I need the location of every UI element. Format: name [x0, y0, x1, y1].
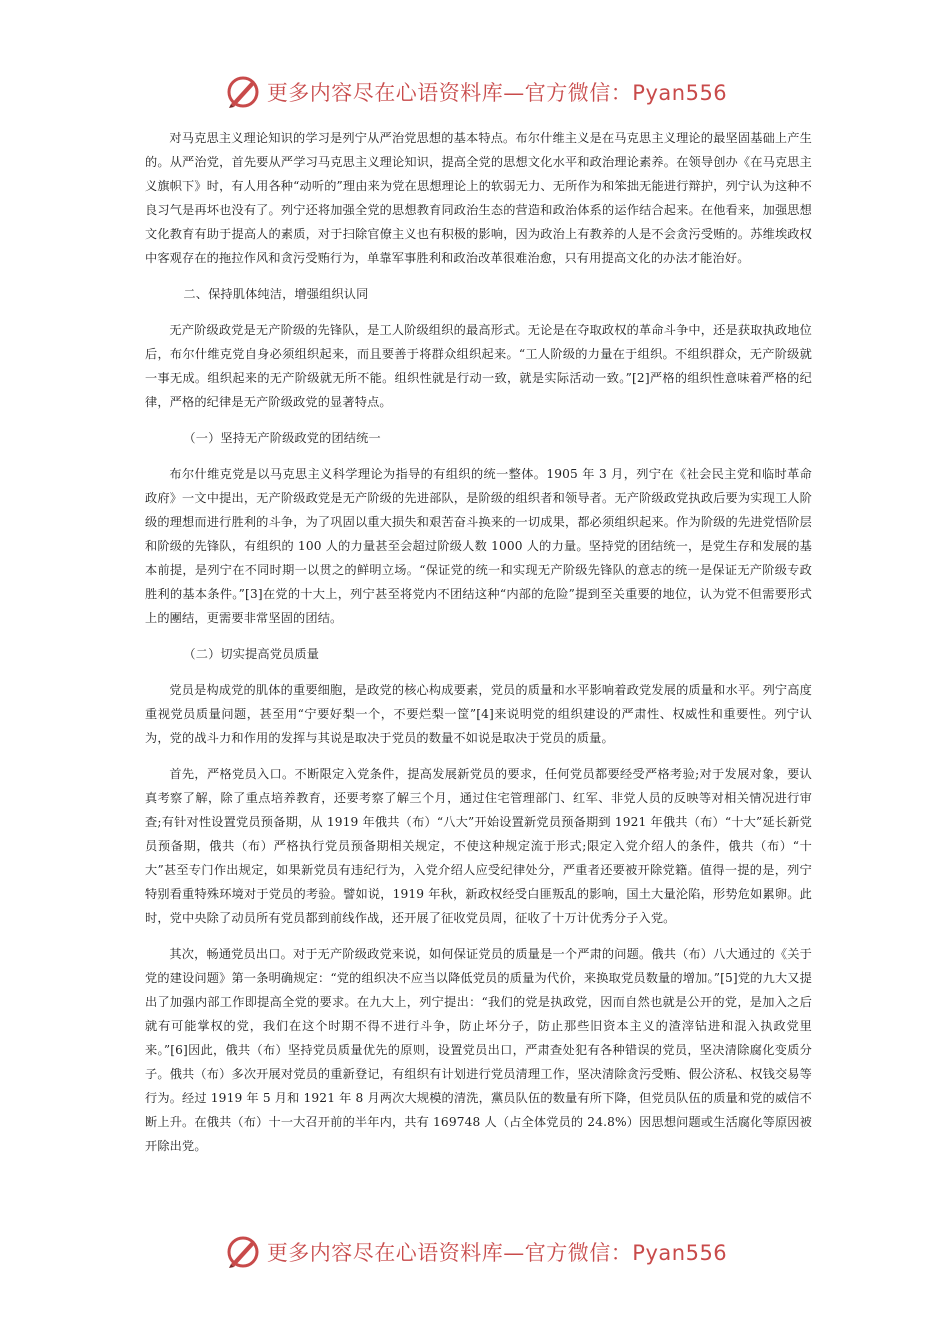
paragraph: 党员是构成党的肌体的重要细胞，是政党的核心构成要素，党员的质量和水平影响着政党发展的质量和水平。列宁高度重视党员质量问题，甚至用“宁要好梨一个，不要烂梨一筐”[4]来说明党的组织建设的严肃性、权威性和重要性。列宁认为，党的战斗力和作用的发挥与其说是取决于党员的数量不如说是取决于党员的质量。	[145, 683, 812, 745]
banner-text: 更多内容尽在心语资料库—官方微信：Pyan556	[266, 1241, 728, 1265]
footer-banner	[0, 1230, 950, 1274]
pen-circle-logo-icon	[223, 1232, 263, 1272]
banner-text: 更多内容尽在心语资料库—官方微信：Pyan556	[266, 81, 728, 105]
paragraph: 无产阶级政党是无产阶级的先锋队，是工人阶级组织的最高形式。无论是在夺取政权的革命斗争中，还是获取执政地位后，布尔什维克党自身必须组织起来，而且要善于将群众组织起来。“工人阶级的力量在于组织。不组织群众，无产阶级就一事无成。组织起来的无产阶级就无所不能。组织性就是行动一致，就是实际活动一致。”[2]严格的组织性意味着严格的纪律，严格的纪律是无产阶级政党的显著特点。	[145, 323, 812, 409]
subsection-heading: （一）坚持无产阶级政党的团结统一	[183, 431, 381, 445]
paragraph: 布尔什维克党是以马克思主义科学理论为指导的有组织的统一整体。1905 年 3 月，列宁在《社会民主党和临时革命政府》一文中提出，无产阶级政党是无产阶级的先进部队，是阶级的组织者和领导者。无产阶级政党执政后要为实现工人阶级的理想而进行胜利的斗争，为了巩固以重大损失和艰苦奋斗换来的一切成果，都必须组织起来。作为阶级的先进党悟阶层和阶级的先锋队，有组织的 100 人的力量甚至会超过阶级人数 1000 人的力量。坚持党的团结统一，是党生存和发展的基本前提，是列宁在不同时期一以贯之的鲜明立场。“保证党的统一和实现无产阶级先锋队的意志的统一是保证无产阶级专政胜利的基本条件。”[3]在党的十大上，列宁甚至将党内不团结这种“内部的危险”提到至关重要的地位，认为党不但需要形式上的團结，更需要非常坚固的团结。	[145, 467, 812, 625]
pen-circle-logo-icon	[223, 72, 263, 112]
document-body	[145, 126, 812, 1170]
section-heading: 二、保持肌体纯洁，增强组织认同	[183, 287, 369, 301]
header-banner	[0, 70, 950, 114]
paragraph: 其次，畅通党员出口。对于无产阶级政党来说，如何保证党员的质量是一个严肃的问题。俄共（布）八大通过的《关于党的建设问题》第一条明确规定：“党的组织决不应当以降低党员的质量为代价，来换取党员数量的增加。”[5]党的九大又提出了加强内部工作即提高全党的要求。在九大上，列宁提出：“我们的党是执政党，因而自然也就是公开的党，是加入之后就有可能掌权的党，我们在这个时期不得不进行斗争，防止坏分子，防止那些旧资本主义的渣滓钻进和混入执政党里来。”[6]因此，俄共（布）坚持党员质量优先的原则，设置党员出口，严肃查处犯有各种错误的党员，坚决清除腐化变质分子。俄共（布）多次开展对党员的重新登记，有组织有计划进行党员清理工作，坚决清除贪污受贿、假公济私、权钱交易等行为。经过 1919 年 5 月和 1921 年 8 月两次大规模的清洗，黨员队伍的数量有所下降，但党员队伍的质量和党的威信不断上升。在俄共（布）十一大召开前的半年内，共有 169748 人（占全体党员的 24.8%）因思想问题或生活腐化等原因被开除出党。	[145, 947, 812, 1153]
paragraph: 对马克思主义理论知识的学习是列宁从严治党思想的基本特点。布尔什维主义是在马克思主义理论的最坚固基础上产生的。从严治党，首先要从严学习马克思主义理论知识，提高全党的思想文化水平和政治理论素养。在领导创办《在马克思主义旗帜下》时，有人用各种“动听的”理由来为党在思想理论上的软弱无力、无所作为和笨拙无能进行辩护，列宁认为这种不良习气是再坏也没有了。列宁还将加强全党的思想教育同政治生态的营造和政治体系的运作结合起来。在他看来，加强思想文化教育有助于提高人的素质，对于扫除官僚主义也有积极的影响，因为政治上有教养的人是不会贪污受贿的。苏维埃政权中客观存在的拖拉作风和贪污受贿行为，单靠军事胜利和政治改革很难治愈，只有用提高文化的办法才能治好。	[145, 131, 812, 265]
subsection-heading: （二）切实提高党员质量	[183, 647, 320, 661]
paragraph: 首先，严格党员入口。不断限定入党条件，提高发展新党员的要求，任何党员都要经受严格考验;对于发展对象，要认真考察了解，除了重点培养教育，还要考察了解三个月，通过住宅管理部门、红军、非党人员的反映等对相关情况进行审查;有针对性设置党员预备期，从 1919 年俄共（布）“八大”开始设置新党员预备期到 1921 年俄共（布）“十大”延长新党员预备期，俄共（布）严格执行党员预备期相关规定，不使这种规定流于形式;限定入党介绍人的条件，俄共（布）“十大”甚至专门作出规定，如果新党员有违纪行为，入党介绍人应受纪律处分，严重者还要被开除党籍。值得一提的是，列宁特别看重特殊环境对于党员的考验。譬如说，1919 年秋，新政权经受白匪叛乱的影响，国土大量沦陷，形势危如累卵。此时，党中央除了动员所有党员都到前线作战，还开展了征收党员周，征收了十万计优秀分子入党。	[145, 767, 812, 925]
